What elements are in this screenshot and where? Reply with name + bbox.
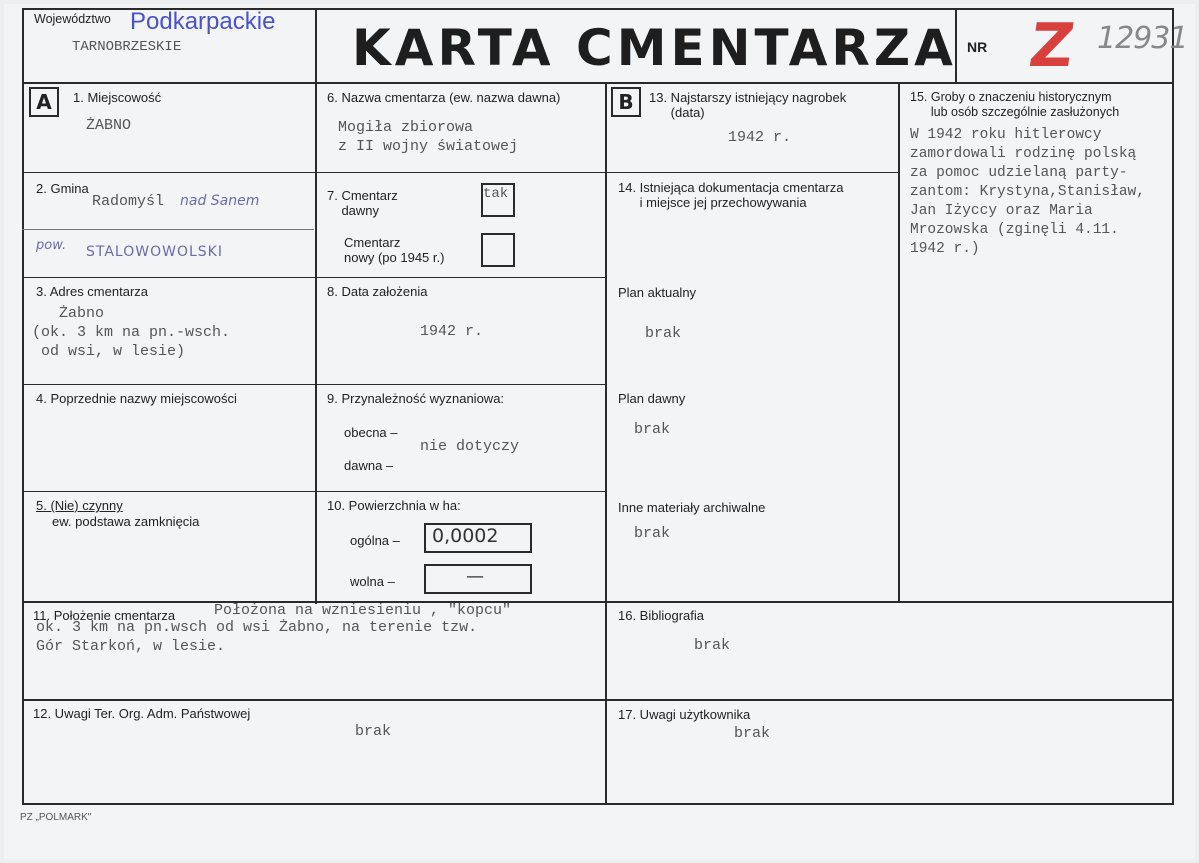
f4-label: 4. Poprzednie nazwy miejscowości <box>36 391 237 406</box>
grid-line-col3 <box>898 82 900 602</box>
grid-line-row1 <box>22 172 606 173</box>
section-a-badge: A <box>29 87 59 117</box>
f8-value: 1942 r. <box>420 323 484 340</box>
f9-label: 9. Przynależność wyznaniowa: <box>327 391 505 406</box>
f16-value: brak <box>694 637 731 654</box>
page-title: KARTA CMENTARZA <box>352 19 957 77</box>
f17-value: brak <box>734 725 771 742</box>
nr-number: 12931 <box>1097 21 1188 56</box>
grid-line-col2 <box>605 82 607 803</box>
grid-line-bottom <box>22 803 1174 805</box>
f2-value: Radomyśl <box>92 193 165 210</box>
wojewodztwo-stamp: Podkarpackie <box>130 8 276 35</box>
f7-label-nowy: Cmentarz nowy (po 1945 r.) <box>344 235 445 265</box>
nr-letter: Z <box>1025 11 1079 81</box>
grid-line-row3 <box>22 384 606 385</box>
f10-ogolna: ogólna – <box>350 533 400 548</box>
grid-line-left <box>22 8 24 805</box>
f14-label: 14. Istniejąca dokumentacja cmentarza i miejsce jej przechowywania <box>618 180 844 210</box>
f3-value: Żabno (ok. 3 km na pn.-wsch. od wsi, w lesie) <box>32 305 231 360</box>
f5-label: 5. (Nie) czynny <box>36 498 123 513</box>
f12-label: 12. Uwagi Ter. Org. Adm. Państwowej <box>33 706 251 721</box>
f10-label: 10. Powierzchnia w ha: <box>327 498 461 513</box>
plan-dawny-label: Plan dawny <box>618 391 686 406</box>
cmentarz-nowy-checkbox[interactable] <box>481 233 515 267</box>
f12-value: brak <box>355 723 392 740</box>
grid-line-row5 <box>22 601 1174 603</box>
inne-label: Inne materiały archiwalne <box>618 500 766 515</box>
section-b-badge: B <box>611 87 641 117</box>
grid-line-row2 <box>22 277 606 278</box>
f9-dawna: dawna – <box>344 458 394 473</box>
f10-wolna: wolna – <box>350 574 395 589</box>
wojewodztwo-label: Województwo <box>34 12 111 26</box>
inne-value: brak <box>634 525 671 542</box>
powiat-value: STALOWOWOLSKI <box>86 244 223 260</box>
nr-label: NR <box>967 39 988 55</box>
f2-label: 2. Gmina <box>36 181 89 196</box>
f11-label: 11. Położenie cmentarza <box>33 608 176 623</box>
f9-obecna: obecna – <box>344 425 398 440</box>
f5-sub: ew. podstawa zamknięcia <box>52 514 200 529</box>
f10-ogolna-value: 0,0002 <box>432 525 499 547</box>
f6-label: 6. Nazwa cmentarza (ew. nazwa dawna) <box>327 90 561 105</box>
plan-aktualny-value: brak <box>645 325 682 342</box>
grid-line-row4 <box>22 491 606 492</box>
grid-line-right <box>1172 8 1174 805</box>
f15-label: 15. Groby o znaczeniu historycznym lub osób szczególnie zasłużonych <box>910 90 1120 119</box>
grid-line-header <box>22 82 1174 84</box>
grid-line-gmina <box>22 229 314 230</box>
plan-dawny-value: brak <box>634 421 671 438</box>
f13-value: 1942 r. <box>728 129 792 146</box>
f17-label: 17. Uwagi użytkownika <box>618 707 751 722</box>
f15-value: W 1942 roku hitlerowcy zamordowali rodzinę polską za pomoc udzielaną party- zantom: Krystyna,Stanisław, Jan Iżyccy oraz Maria Mrozowska (zginęli 4.11. 1942 r.) <box>910 127 1145 257</box>
f7-label-dawny: 7. Cmentarz dawny <box>327 188 398 218</box>
f9-value: nie dotyczy <box>420 438 520 455</box>
f2-hand: nad Sanem <box>180 193 260 209</box>
grid-line-b13 <box>606 172 899 173</box>
f1-label: 1. Miejscowość <box>73 90 162 105</box>
f8-label: 8. Data założenia <box>327 284 428 299</box>
f13-label: 13. Najstarszy istniejący nagrobek (data) <box>649 90 847 120</box>
f3-label: 3. Adres cmentarza <box>36 284 148 299</box>
f10-wolna-value: — <box>466 566 484 587</box>
f6-value: Mogiła zbiorowa z II wojny światowej <box>338 119 519 155</box>
f16-label: 16. Bibliografia <box>618 608 704 623</box>
wojewodztwo-old: TARNOBRZESKIE <box>72 39 182 55</box>
printer-footer: PZ „POLMARK" <box>20 812 92 823</box>
grid-line-row6 <box>22 699 1174 701</box>
f7-dawny-mark: tak <box>483 186 509 202</box>
plan-aktualny-label: Plan aktualny <box>618 285 697 300</box>
f11-value-rest: ok. 3 km na pn.wsch od wsi Żabno, na terenie tzw. Gór Starkoń, w lesie. <box>36 619 478 655</box>
f11-value-line1: Położona na wzniesieniu , "kopcu" <box>214 602 512 619</box>
powiat-prefix: pow. <box>36 238 67 253</box>
f1-value: ŻABNO <box>86 117 132 134</box>
grid-line-col1 <box>315 8 317 604</box>
